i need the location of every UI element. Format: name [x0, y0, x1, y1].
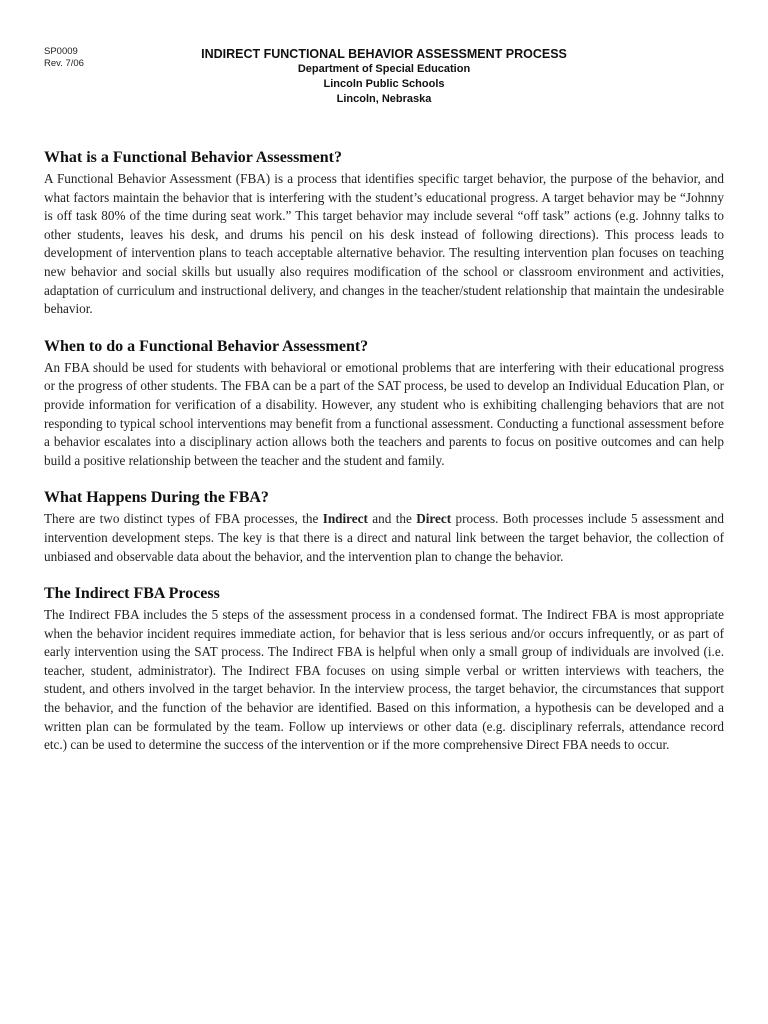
section-paragraph: A Functional Behavior Assessment (FBA) is a process that identifies specific target behavior, the purpose of the behavior, and what factors maintain the behavior that is interfering with the student’s educational progress. A target behavior may be “Johnny is off task 80% of the time during seat work.” This target behavior may include several “off task” actions (e.g. Johnny talks to other students, leaves his desk, and drums his pencil on his desk instead of following directions). This process leads to development of intervention plans to teach acceptable alternative behavior. The resulting intervention plan focuses on teaching new behavior and social skills but usually also requires modification of the school or classroom environment and activities, adaptation of curriculum and instructional delivery, and changes in the teacher/student relationship that maintain the undesirable behavior. [44, 171, 724, 317]
section-heading: The Indirect FBA Process [44, 585, 220, 603]
section-paragraph: An FBA should be used for students with behavioral or emotional problems that are interfering with their educational progress or the progress of other students. The FBA can be a part of the SAT process, be used to develop an Individual Education Plan, or provide information for verification of a disability. However, any student who is exhibiting challenging behaviors that are not responding to typical school interventions may benefit from a functional assessment. Conducting a functional assessment before a behavior escalates into a disciplinary action allows both the teachers and parents to focus on positive outcomes and can help build a positive relationship between the teacher and the student and family. [44, 359, 724, 468]
paragraph-text: There are two distinct types of FBA processes, the [44, 511, 323, 527]
bold-term-indirect: Indirect [322, 511, 368, 527]
document-title: INDIRECT FUNCTIONAL BEHAVIOR ASSESSMENT PROCESS [201, 47, 567, 61]
section-indirect-fba-process [44, 584, 724, 755]
section-when-to-do-fba [44, 337, 724, 471]
paragraph-text: and the [367, 511, 417, 527]
district-name: Lincoln Public Schools [323, 78, 445, 90]
bold-term-direct: Direct [416, 511, 452, 527]
document-body [44, 148, 724, 773]
section-heading: When to do a Functional Behavior Assessment? [44, 337, 369, 355]
section-heading: What Happens During the FBA? [44, 489, 269, 507]
paragraph-text: process. Both processes include 5 assessment and intervention development steps. The key is that there is a direct and natural link between the target behavior, the collection of unbiased and observable data about the behavior, and the intervention plan to change the behavior. [44, 511, 724, 564]
document-header [0, 46, 768, 107]
section-paragraph [44, 510, 724, 566]
form-revision: Rev. 7/06 [44, 58, 84, 69]
section-paragraph: The Indirect FBA includes the 5 steps of the assessment process in a condensed format. The Indirect FBA is most appropriate when the behavior incident requires immediate action, for behavior that is less serious and/or occurs infrequently, or as part of early intervention using the SAT process. The Indirect FBA is helpful when only a small group of individuals are involved (i.e. teacher, student, administrator). The Indirect FBA focuses on using simple verbal or written interviews with teachers, the student, and others involved in the target behavior. In the interview process, the target behavior, the circumstances that support the behavior, and the function of the behavior are identified. Based on this information, a hypothesis can be developed and a written plan can be formulated by the team. Follow up interviews or other data (e.g. disciplinary referrals, attendance record etc.) can be used to determine the success of the intervention or if the more comprehensive Direct FBA needs to occur. [44, 607, 724, 753]
location-name: Lincoln, Nebraska [336, 93, 432, 105]
department-name: Department of Special Education [297, 63, 471, 75]
section-what-is-fba [44, 148, 724, 319]
form-code: SP0009 [44, 46, 78, 57]
section-what-happens [44, 488, 724, 566]
section-heading: What is a Functional Behavior Assessment? [44, 149, 342, 166]
